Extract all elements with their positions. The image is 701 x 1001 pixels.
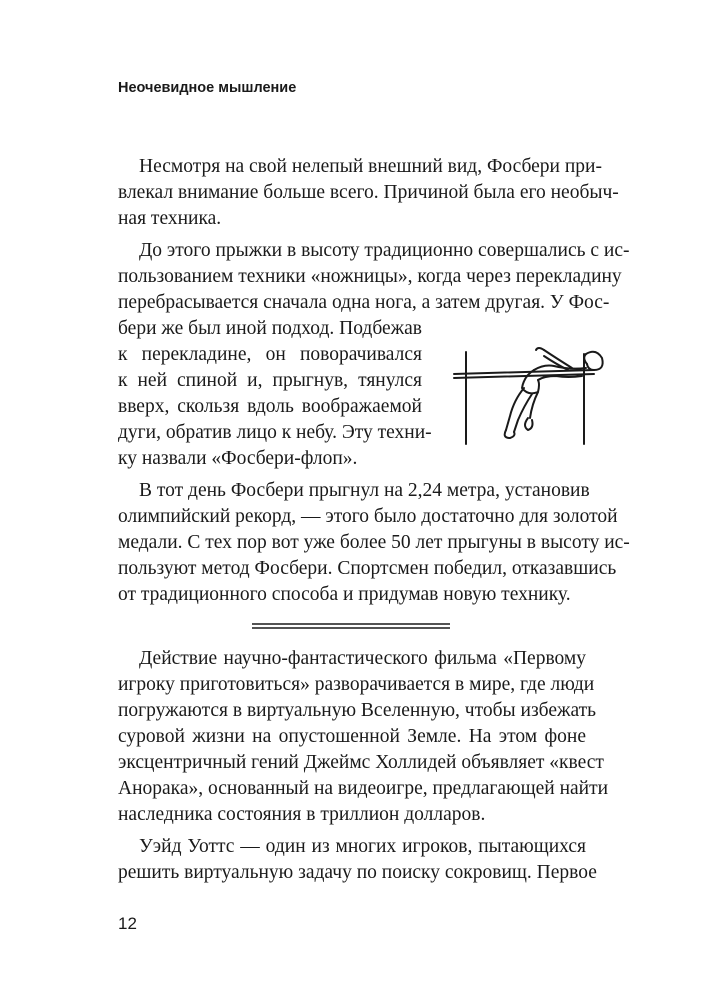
text-line: решить виртуальную задачу по поиску сокровищ. Первое xyxy=(118,862,597,883)
text-line: ная техника. xyxy=(118,208,222,229)
text-line: наследника состояния в триллион долларов. xyxy=(118,804,486,825)
text-line: влекал внимание больше всего. Причиной была его необыч- xyxy=(118,182,619,203)
text-line: Действие научно-фантастического фильма «Первому xyxy=(139,648,586,669)
page-number: 12 xyxy=(118,914,137,933)
text-line: к перекладине, он поворачивался xyxy=(118,344,422,365)
section-separator xyxy=(252,622,450,630)
text-line: пользованием техники «ножницы», когда через перекладину xyxy=(118,266,622,287)
text-line: До этого прыжки в высоту традиционно совершались с ис- xyxy=(139,240,630,261)
text-line: эксцентричный гений Джеймс Холлидей объявляет «квест xyxy=(118,752,604,773)
text-line: Несмотря на свой нелепый внешний вид, Фосбери при- xyxy=(139,156,602,177)
high-jumper-fosbury-flop-icon xyxy=(452,340,612,450)
text-line: вверх, скользя вдоль воображаемой xyxy=(118,396,422,417)
text-line: олимпийский рекорд, — этого было достаточно для золотой xyxy=(118,506,618,527)
text-line: перебрасывается сначала одна нога, а затем другая. У Фос- xyxy=(118,292,610,313)
running-header: Неочевидное мышление xyxy=(118,80,297,96)
text-line: бери же был иной подход. Подбежав xyxy=(118,318,422,339)
text-line: В тот день Фосбери прыгнул на 2,24 метра, установив xyxy=(139,480,590,501)
text-line: медали. С тех пор вот уже более 50 лет прыгуны в высоту ис- xyxy=(118,532,630,553)
text-line: от традиционного способа и придумав новую технику. xyxy=(118,584,571,605)
text-block-ready-player-one xyxy=(118,646,609,886)
text-line: погружаются в виртуальную Вселенную, чтобы избежать xyxy=(118,700,597,721)
text-line: игроку приготовиться» разворачивается в мире, где люди xyxy=(118,674,595,695)
text-line: дуги, обратив лицо к небу. Эту техни- xyxy=(118,422,432,443)
text-line: пользуют метод Фосбери. Спортсмен победил, отказавшись xyxy=(118,558,617,579)
text-line: Уэйд Уоттс — один из многих игроков, пытающихся xyxy=(139,836,586,857)
text-line: суровой жизни на опустошенной Земле. На этом фоне xyxy=(118,726,586,747)
text-line: к ней спиной и, прыгнув, тянулся xyxy=(118,370,422,391)
text-line: Анорака», основанный на видеоигре, предлагающей найти xyxy=(118,778,609,799)
text-line: ку назвали «Фосбери-флоп». xyxy=(118,448,358,469)
